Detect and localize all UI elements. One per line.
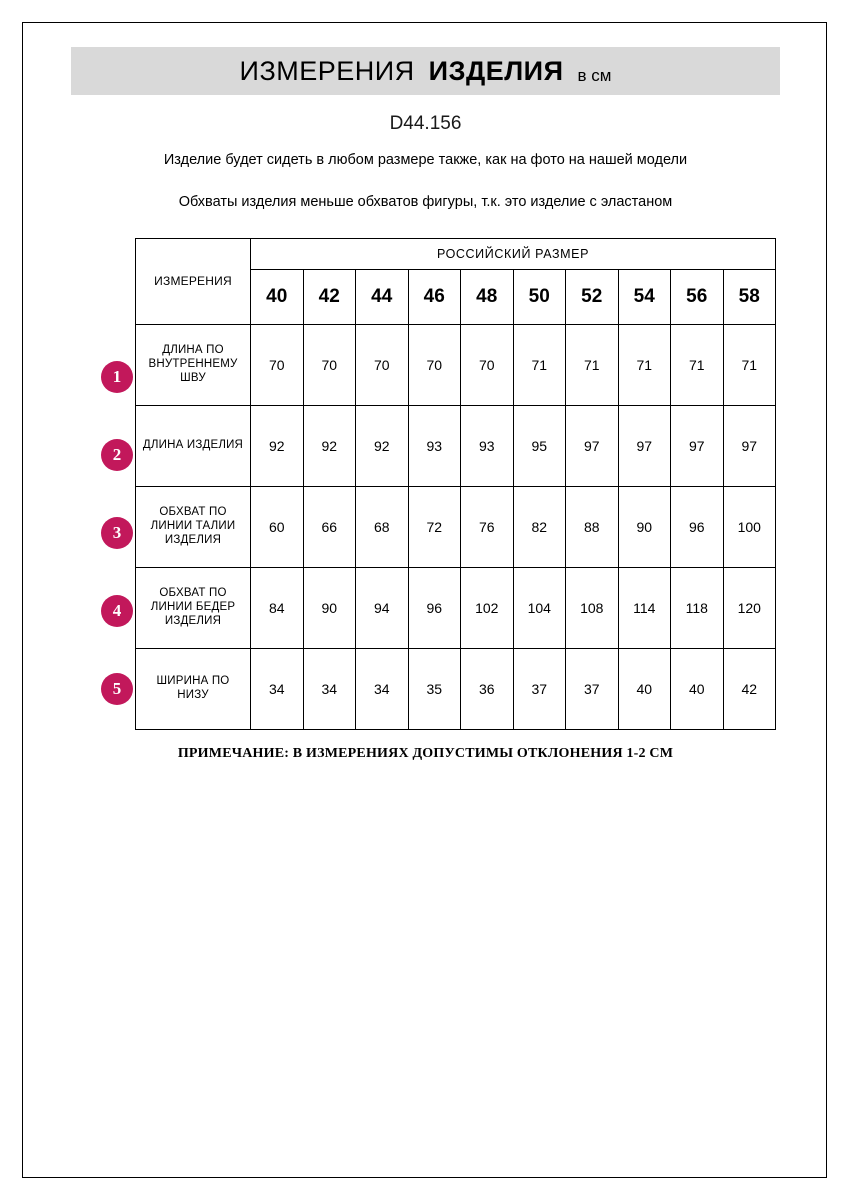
table-row [136,487,776,568]
cell-value: 97 [618,406,671,487]
cell-value: 118 [671,568,724,649]
cell-value: 34 [303,649,356,730]
footer-note: ПРИМЕЧАНИЕ: В ИЗМЕРЕНИЯХ ДОПУСТИМЫ ОТКЛОНЕНИЯ 1-2 СМ [177,746,674,762]
cell-value: 97 [723,406,776,487]
row-label: ДЛИНА ПО ВНУТРЕННЕМУ ШВУ [136,325,251,406]
title-product: ИЗДЕЛИЯ [428,55,564,86]
cell-value: 34 [251,649,304,730]
cell-value: 96 [671,487,724,568]
cell-value: 68 [356,487,409,568]
cell-value: 72 [408,487,461,568]
cell-value: 100 [723,487,776,568]
cell-value: 70 [356,325,409,406]
russian-size-header: РОССИЙСКИЙ РАЗМЕР [251,239,776,270]
cell-value: 71 [513,325,566,406]
cell-value: 70 [251,325,304,406]
page-title [71,47,780,95]
cell-value: 76 [461,487,514,568]
cell-value: 92 [303,406,356,487]
cell-value: 71 [566,325,619,406]
size-header-cell: 56 [671,270,724,325]
size-header-cell: 44 [356,270,409,325]
document-content [47,47,804,762]
cell-value: 37 [513,649,566,730]
cell-value: 97 [671,406,724,487]
cell-value: 40 [671,649,724,730]
cell-value: 82 [513,487,566,568]
cell-value: 71 [723,325,776,406]
row-bullet-4: 4 [101,595,133,627]
size-header-cell: 40 [251,270,304,325]
cell-value: 93 [408,406,461,487]
cell-value: 71 [671,325,724,406]
article-code: D44.156 [389,113,462,134]
cell-value: 120 [723,568,776,649]
cell-value: 88 [566,487,619,568]
measurements-header-cell: ИЗМЕРЕНИЯ [136,239,251,325]
cell-value: 95 [513,406,566,487]
cell-value: 94 [356,568,409,649]
size-header-cell: 58 [723,270,776,325]
cell-value: 70 [408,325,461,406]
cell-value: 96 [408,568,461,649]
size-header-cell: 50 [513,270,566,325]
row-label: ОБХВАТ ПО ЛИНИИ ТАЛИИ ИЗДЕЛИЯ [136,487,251,568]
cell-value: 102 [461,568,514,649]
row-label: ШИРИНА ПО НИЗУ [136,649,251,730]
cell-value: 71 [618,325,671,406]
elastane-note: Обхваты изделия меньше обхватов фигуры, т.к. это изделие с эластаном [178,193,673,210]
row-bullet-5: 5 [101,673,133,705]
fit-note: Изделие будет сидеть в любом размере также, как на фото на нашей модели [163,152,688,168]
size-header-cell: 42 [303,270,356,325]
table-row [136,325,776,406]
cell-value: 104 [513,568,566,649]
cell-value: 92 [356,406,409,487]
page-frame [22,22,827,1178]
cell-value: 37 [566,649,619,730]
table-row [136,649,776,730]
cell-value: 70 [461,325,514,406]
cell-value: 84 [251,568,304,649]
cell-value: 70 [303,325,356,406]
table-row [136,568,776,649]
cell-value: 36 [461,649,514,730]
cell-value: 90 [618,487,671,568]
size-table [135,238,776,730]
cell-value: 108 [566,568,619,649]
size-header-cell: 46 [408,270,461,325]
cell-value: 40 [618,649,671,730]
row-bullet-2: 2 [101,439,133,471]
size-header-cell: 52 [566,270,619,325]
cell-value: 90 [303,568,356,649]
row-label: ДЛИНА ИЗДЕЛИЯ [136,406,251,487]
cell-value: 97 [566,406,619,487]
size-header-cell: 54 [618,270,671,325]
cell-value: 60 [251,487,304,568]
cell-value: 114 [618,568,671,649]
row-label: ОБХВАТ ПО ЛИНИИ БЕДЕР ИЗДЕЛИЯ [136,568,251,649]
title-measurements: ИЗМЕРЕНИЯ [239,55,415,86]
row-bullet-3: 3 [101,517,133,549]
cell-value: 42 [723,649,776,730]
cell-value: 66 [303,487,356,568]
size-header-cell: 48 [461,270,514,325]
title-unit: в см [577,66,612,85]
cell-value: 34 [356,649,409,730]
cell-value: 93 [461,406,514,487]
cell-value: 35 [408,649,461,730]
table-row [136,406,776,487]
row-bullet-1: 1 [101,361,133,393]
table-header-group-row [136,239,776,270]
size-table-wrapper [47,238,804,730]
cell-value: 92 [251,406,304,487]
